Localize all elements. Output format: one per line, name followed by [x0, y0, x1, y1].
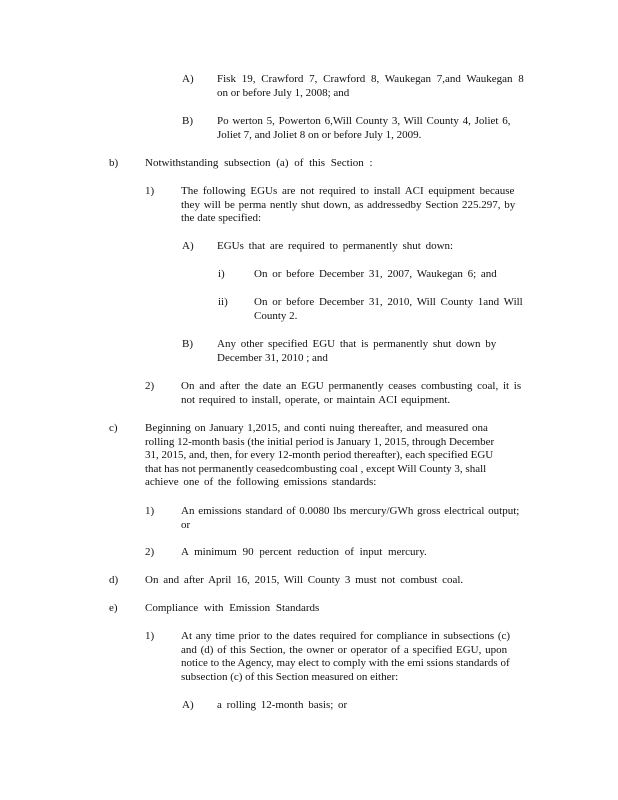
item-text — [181, 505, 519, 532]
text-line: On and after the date an EGU permanently ceases combusting coal, it is — [181, 380, 522, 392]
text-line: the date specified: — [181, 212, 262, 224]
text-line: County 2. — [254, 309, 298, 322]
subsubitem-text: On or before December 31, 2007, Waukegan 6; and — [254, 268, 497, 280]
text-line: and (d) of this Section, the owner or operator of a specified EGU, upon — [181, 643, 508, 656]
item-text — [181, 380, 521, 407]
item-label: 1) — [145, 630, 155, 642]
text-line: The following EGUs are not required to install ACI equipment because — [181, 185, 515, 197]
subitem-text: a rolling 12-month basis; or — [217, 699, 348, 711]
text-line: notice to the Agency, may elect to comply with the emi ssions standards of — [181, 657, 510, 669]
subsubitem-text — [254, 296, 523, 323]
subitem-text: EGUs that are required to permanently shut down: — [217, 240, 454, 252]
text-line: Beginning on January 1,2015, and conti nuing thereafter, and measured ona — [145, 422, 488, 434]
text-line: Fisk 19, Crawford 7, Crawford 8, Waukegan 7,and Waukegan 8 — [217, 73, 524, 85]
text-line: An emissions standard of 0.0080 lbs mercury/GWh gross electrical output; — [181, 505, 520, 517]
text-line: subsection (c) of this Section measured on either: — [181, 670, 399, 683]
text-line: that has not permanently ceasedcombusting coal , except Will County 3, shall — [145, 462, 487, 475]
section-heading: Notwithstanding subsection (a) of this Section : — [145, 157, 373, 169]
subitem-label: A) — [182, 240, 194, 252]
clause-label: A) — [182, 73, 194, 85]
item-text — [181, 630, 510, 684]
item-label: 1) — [145, 185, 155, 197]
text-line: or — [181, 518, 191, 531]
text-line: 31, 2015, and, then, for every 12-month period thereafter), each specified EGU — [145, 449, 494, 461]
section-label: d) — [109, 574, 119, 586]
section-label: c) — [109, 422, 118, 434]
clause-label: B) — [182, 115, 193, 127]
text-line: Po werton 5, Powerton 6,Will County 3, Will County 4, Joliet 6, — [217, 115, 511, 127]
section-label: b) — [109, 157, 119, 169]
subitem-label: B) — [182, 338, 193, 350]
text-line: At any time prior to the dates required for compliance in subsections (c) — [181, 630, 511, 642]
text-line: December 31, 2010 ; and — [217, 351, 328, 364]
section-label: e) — [109, 602, 118, 614]
item-text: A minimum 90 percent reduction of input mercury. — [181, 546, 427, 558]
text-line: on or before July 1, 2008; and — [217, 86, 350, 99]
text-line: rolling 12-month basis (the initial period is January 1, 2015, through December — [145, 435, 495, 448]
item-label: 2) — [145, 546, 155, 558]
text-line: they will be perma nently shut down, as addressedby Section 225.297, by — [181, 198, 516, 211]
clause-text — [217, 115, 510, 142]
clause-text — [217, 73, 524, 100]
text-line: not required to install, operate, or maintain ACI equipment. — [181, 393, 451, 406]
subsubitem-label: ii) — [218, 296, 228, 308]
text-line: Joliet 7, and Joliet 8 on or before July 1, 2009. — [217, 128, 422, 141]
subitem-text — [217, 338, 496, 365]
text-line: achieve one of the following emissions standards: — [145, 476, 377, 488]
subitem-label: A) — [182, 699, 194, 711]
item-text — [181, 185, 515, 226]
subsubitem-label: i) — [218, 268, 225, 280]
section-heading: Compliance with Emission Standards — [145, 602, 320, 614]
section-text — [145, 422, 494, 490]
item-label: 2) — [145, 380, 155, 392]
text-line: Any other specified EGU that is permanently shut down by — [217, 338, 497, 350]
text-line: On or before December 31, 2010, Will County 1and Will — [254, 296, 523, 308]
item-label: 1) — [145, 505, 155, 517]
section-text: On and after April 16, 2015, Will County 3 must not combust coal. — [145, 574, 464, 586]
